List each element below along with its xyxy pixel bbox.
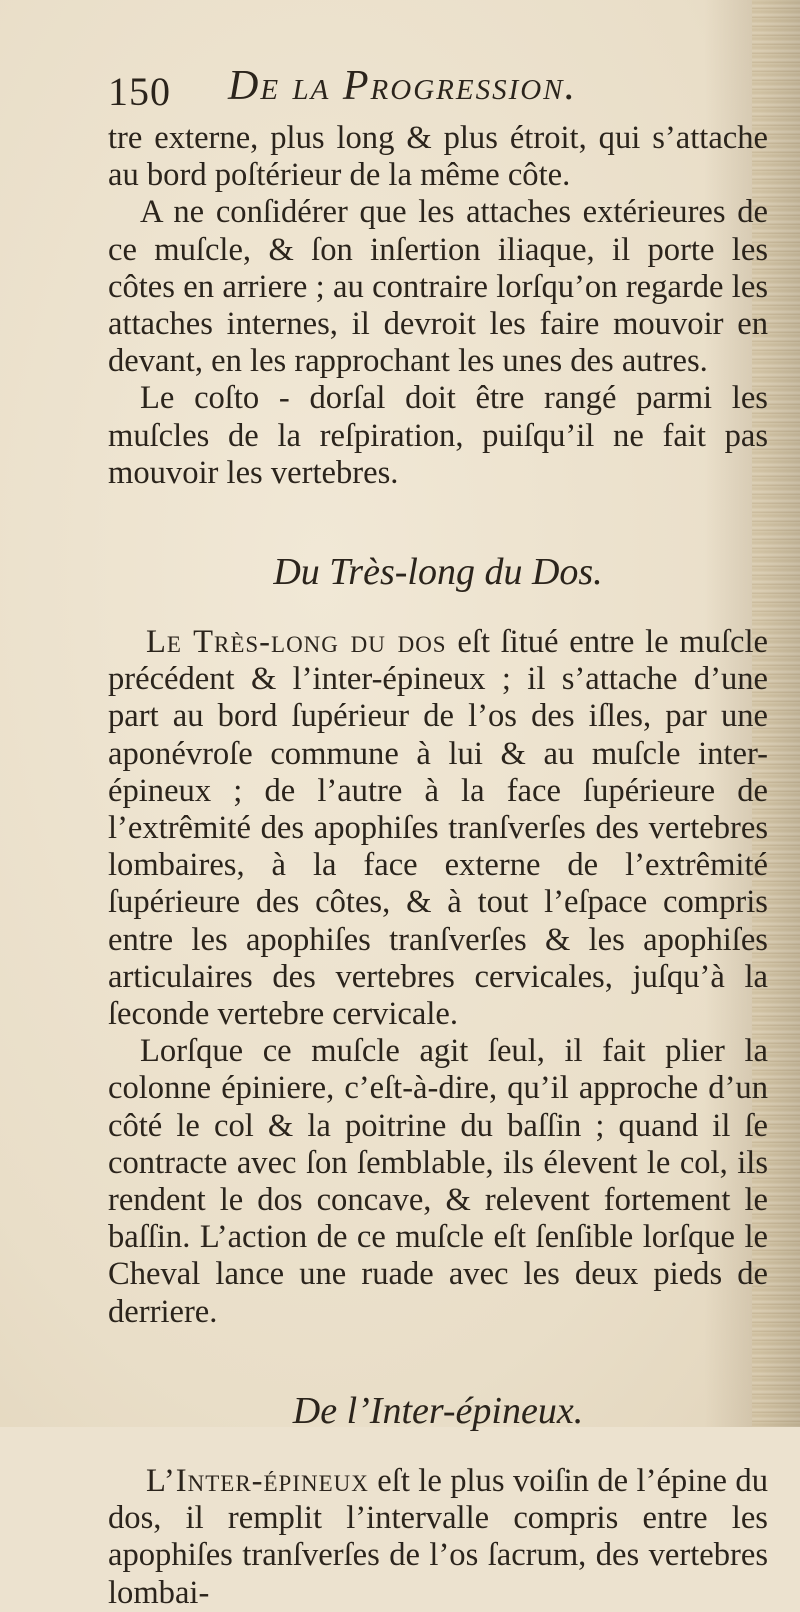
page-number: 150 bbox=[108, 69, 171, 114]
lead-words: Le Très-long du dos bbox=[146, 624, 447, 661]
section-heading-tres-long: Du Très-long du Dos. bbox=[273, 551, 603, 594]
paragraph: Lorſque ce muſcle agit ſeul, il fait plier la colonne épiniere, c’eſt-à-dire, qu’il approche d’un côté le col & la poitrine du baſſin ; quand il ſe contracte avec ſon ſemblable, ils élevent le col, ils rendent le dos concave, & relevent fortement le baſſin. L’action de ce muſcle eſt ſenſible lorſque le Cheval lance une ruade avec les deux pieds de derriere. bbox=[108, 1033, 768, 1330]
paragraph-opening bbox=[108, 1463, 768, 1612]
paragraph-text: eſt ſitué entre le muſcle précédent & l’inter-épineux ; il s’attache d’une part au bord ſupérieur de l’os des iſles, par une aponévroſe commune à lui & au muſcle inter-épineux ; de l’autre à la face ſupérieure de l’extrêmité des apophiſes tranſverſes des vertebres lombaires, à la face externe de l’extrêmité ſupérieure des côtes, & à tout l’eſpace compris entre les apophiſes tranſverſes & les apophiſes articulaires des vertebres cervicales, juſqu’à la ſeconde vertebre cervicale. bbox=[108, 624, 768, 1033]
paragraph-text: eſt le plus voiſin de l’épine du dos, il remplit l’intervalle compris entre les apophiſes tranſverſes de l’os ſacrum, des vertebres lombai- bbox=[108, 1462, 768, 1611]
running-title: De la Progression. bbox=[228, 63, 578, 109]
running-head bbox=[108, 60, 768, 120]
paragraph-continuation: tre externe, plus long & plus étroit, qui s’attache au bord poſtérieur de la même côte. bbox=[108, 120, 768, 194]
paragraph: Le coſto - dorſal doit être rangé parmi les muſcles de la reſpiration, puiſqu’il ne fait pas mouvoir les vertebres. bbox=[108, 380, 768, 491]
lead-words: L’Inter-épineux bbox=[146, 1462, 369, 1499]
section-heading-inter-epineux: De l’Inter-épineux. bbox=[292, 1389, 584, 1432]
paragraph: A ne conſidérer que les attaches extérieures de ce muſcle, & ſon inſertion iliaque, il porte les côtes en arriere ; au contraire lorſqu’on regarde les attaches internes, il devroit les faire mouvoir en devant, en les rapprochant les unes des autres. bbox=[108, 194, 768, 380]
paragraph-opening bbox=[108, 624, 768, 1033]
page-content bbox=[108, 60, 768, 1612]
